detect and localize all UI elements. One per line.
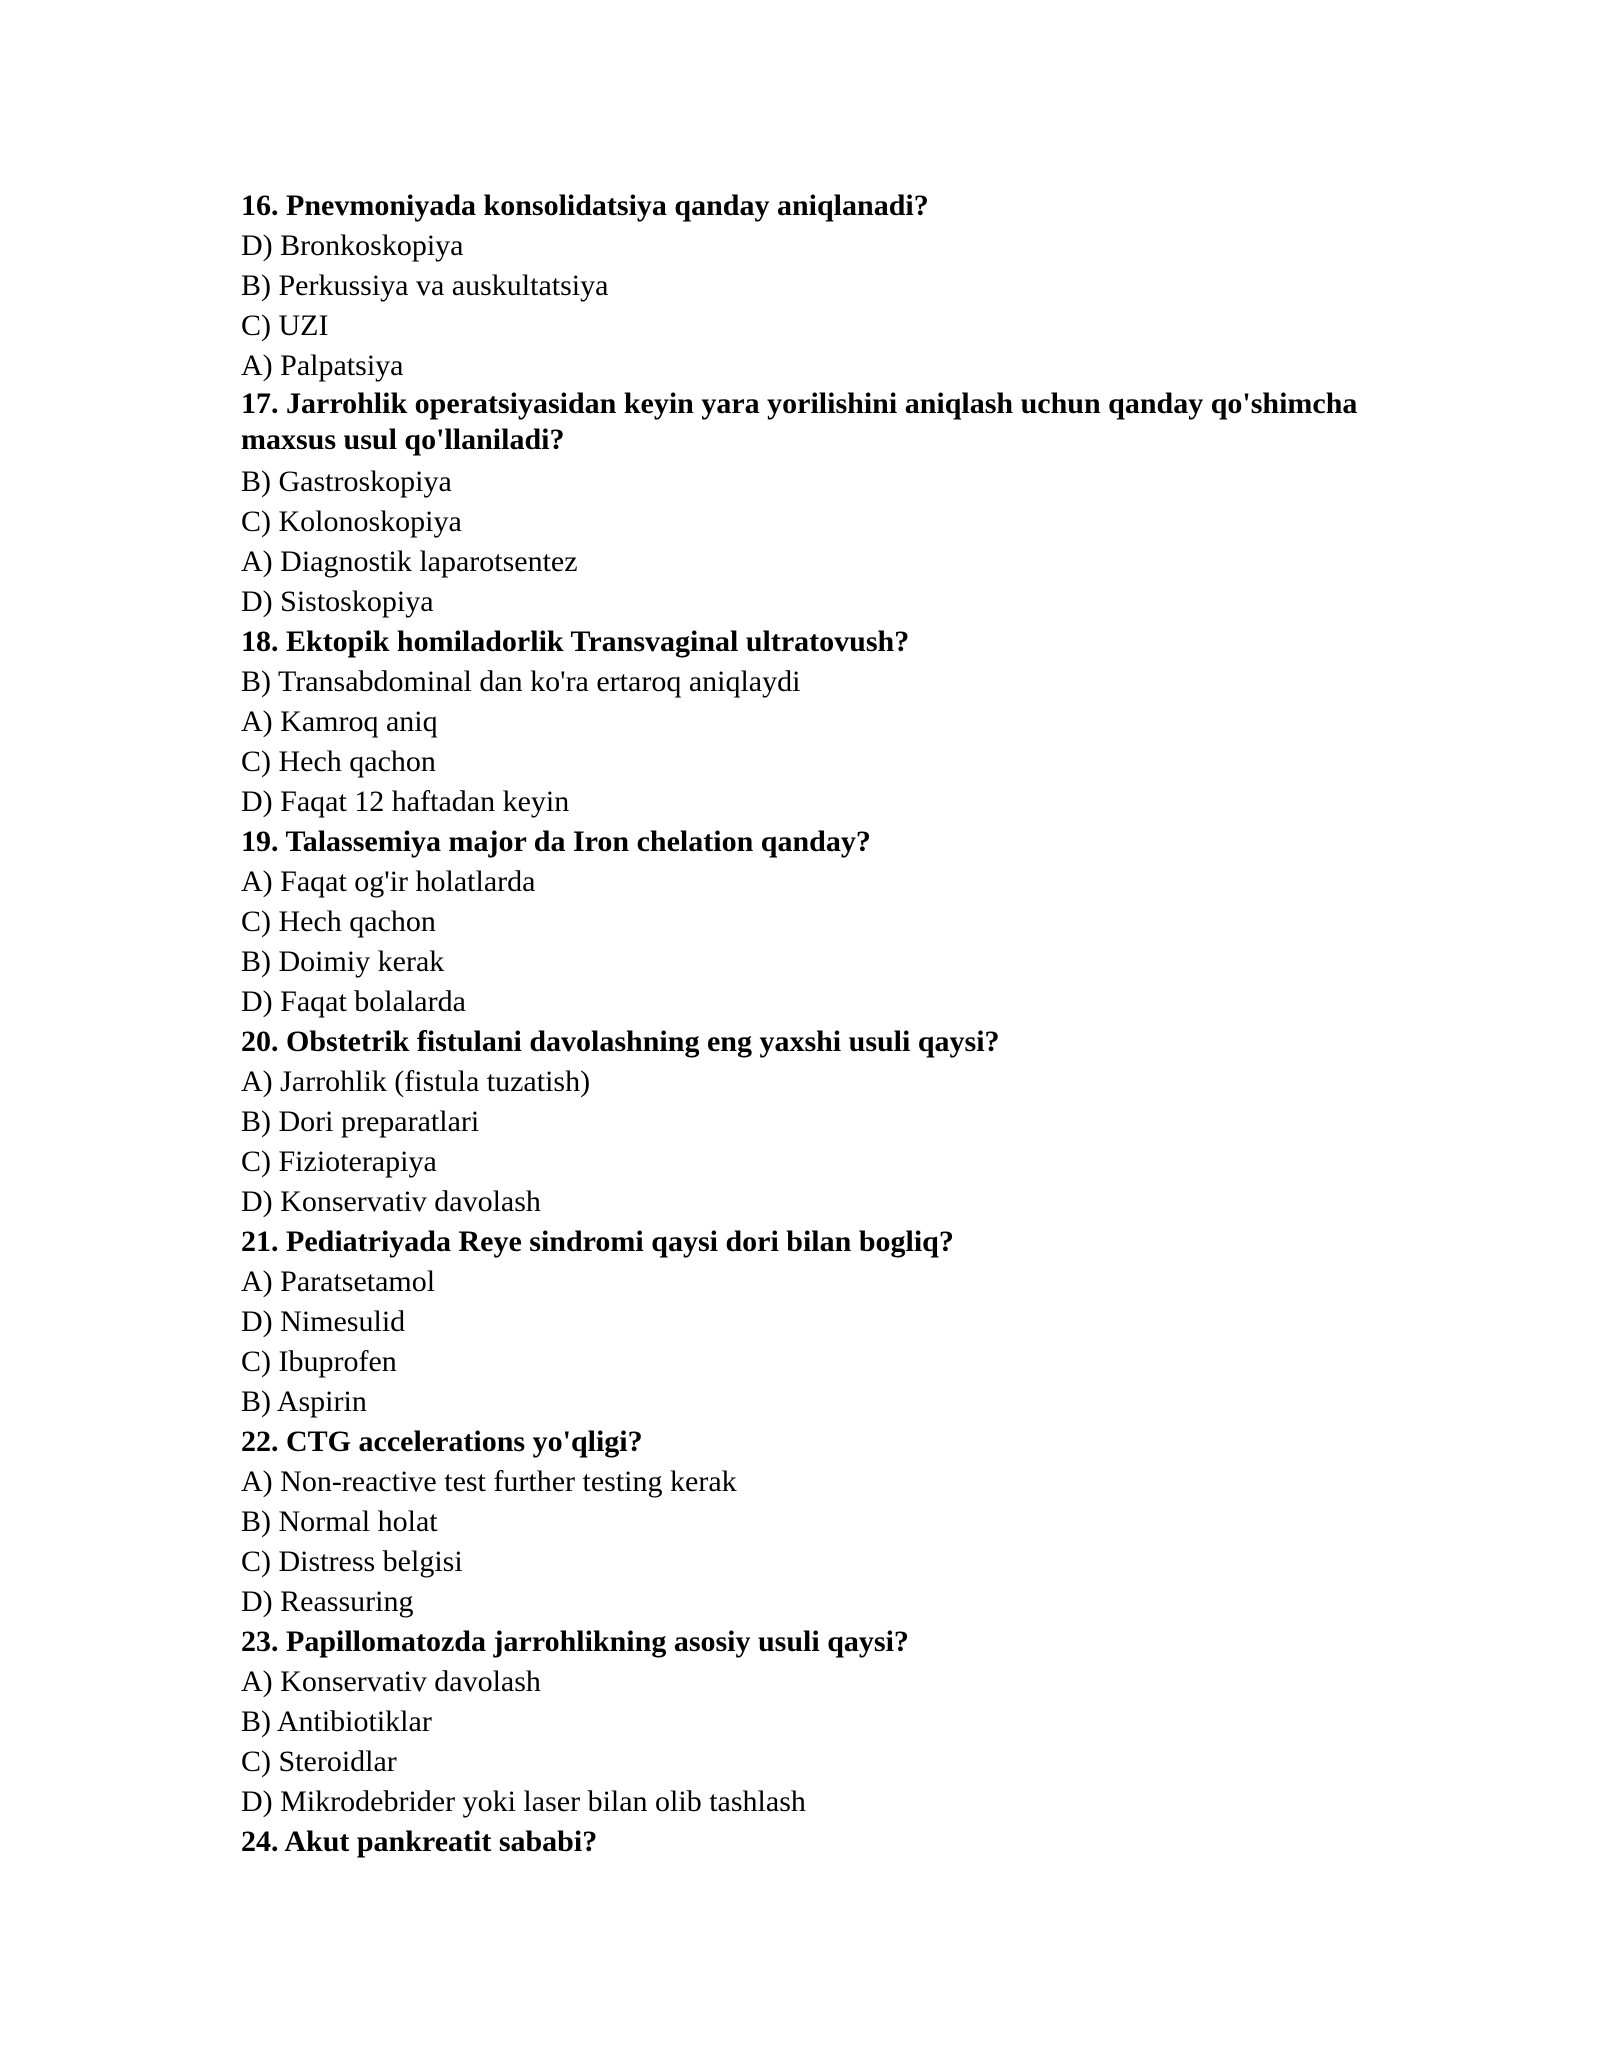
option-22-1: A) Non-reactive test further testing kerak	[241, 1465, 737, 1498]
option-20-4: D) Konservativ davolash	[241, 1185, 541, 1218]
question-18: 18. Ektopik homiladorlik Transvaginal ultratovush?	[241, 625, 910, 658]
option-21-4: B) Aspirin	[241, 1385, 367, 1418]
option-16-4: A) Palpatsiya	[241, 349, 404, 382]
option-23-1: A) Konservativ davolash	[241, 1665, 541, 1698]
question-20: 20. Obstetrik fistulani davolashning eng yaxshi usuli qaysi?	[241, 1025, 1000, 1058]
option-23-2: B) Antibiotiklar	[241, 1705, 432, 1738]
question-22: 22. CTG accelerations yo'qligi?	[241, 1425, 643, 1458]
option-17-2: C) Kolonoskopiya	[241, 505, 462, 538]
question-21: 21. Pediatriyada Reye sindromi qaysi dori bilan bogliq?	[241, 1225, 954, 1258]
option-18-3: C) Hech qachon	[241, 745, 436, 778]
option-19-4: D) Faqat bolalarda	[241, 985, 466, 1018]
option-23-3: C) Steroidlar	[241, 1745, 397, 1778]
question-24: 24. Akut pankreatit sababi?	[241, 1825, 598, 1858]
option-19-3: B) Doimiy kerak	[241, 945, 445, 978]
option-22-3: C) Distress belgisi	[241, 1545, 463, 1578]
option-17-1: B) Gastroskopiya	[241, 465, 452, 498]
question-16: 16. Pnevmoniyada konsolidatsiya qanday aniqlanadi?	[241, 189, 929, 222]
option-18-4: D) Faqat 12 haftadan keyin	[241, 785, 570, 818]
question-23: 23. Papillomatozda jarrohlikning asosiy usuli qaysi?	[241, 1625, 909, 1658]
option-16-3: C) UZI	[241, 309, 329, 342]
option-19-2: C) Hech qachon	[241, 905, 436, 938]
option-20-2: B) Dori preparatlari	[241, 1105, 480, 1138]
option-20-1: A) Jarrohlik (fistula tuzatish)	[241, 1065, 591, 1098]
question-19: 19. Talassemiya major da Iron chelation qanday?	[241, 825, 871, 858]
option-21-1: A) Paratsetamol	[241, 1265, 436, 1298]
option-17-3: A) Diagnostik laparotsentez	[241, 545, 578, 578]
option-16-2: B) Perkussiya va auskultatsiya	[241, 269, 609, 302]
option-16-1: D) Bronkoskopiya	[241, 229, 464, 262]
option-23-4: D) Mikrodebrider yoki laser bilan olib tashlash	[241, 1785, 806, 1818]
option-19-1: A) Faqat og'ir holatlarda	[241, 865, 536, 898]
option-22-4: D) Reassuring	[241, 1585, 414, 1618]
option-20-3: C) Fizioterapiya	[241, 1145, 437, 1178]
option-17-4: D) Sistoskopiya	[241, 585, 434, 618]
question-17: 17. Jarrohlik operatsiyasidan keyin yara yorilishini aniqlash uchun qanday qo'shimcha maxsus usul qo'llaniladi?	[241, 387, 1358, 456]
question-list	[241, 186, 1421, 1862]
option-21-2: D) Nimesulid	[241, 1305, 406, 1338]
option-18-1: B) Transabdominal dan ko'ra ertaroq aniqlaydi	[241, 665, 801, 698]
option-21-3: C) Ibuprofen	[241, 1345, 397, 1378]
option-22-2: B) Normal holat	[241, 1505, 438, 1538]
option-18-2: A) Kamroq aniq	[241, 705, 438, 738]
